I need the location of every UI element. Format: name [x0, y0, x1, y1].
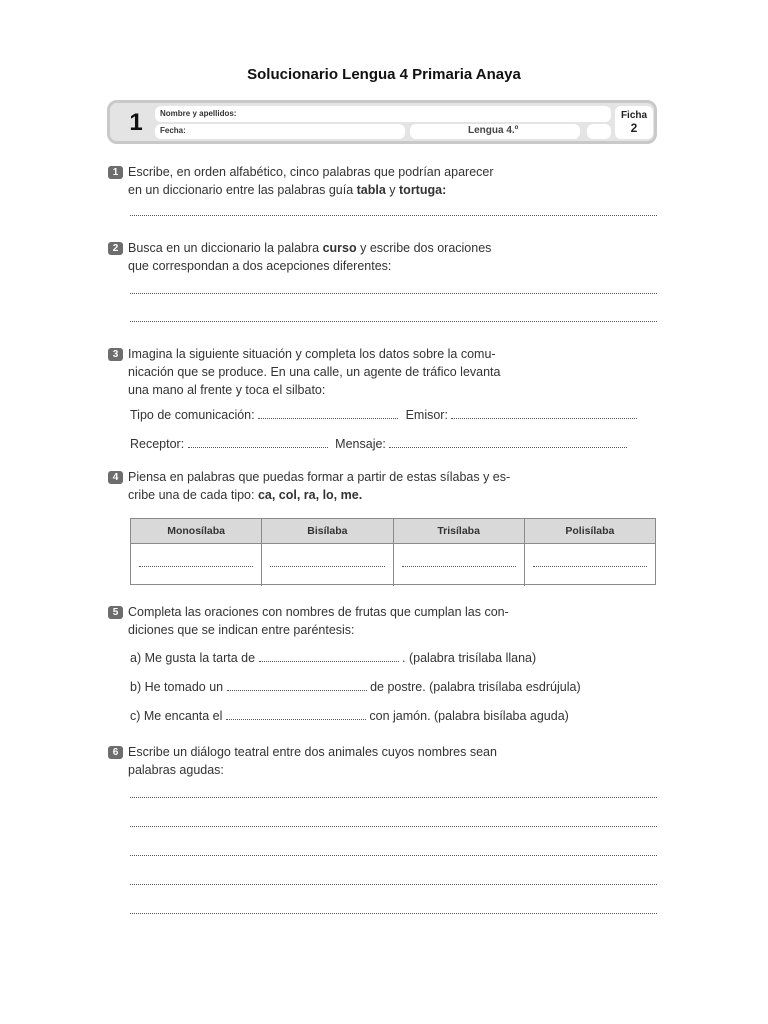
table-cell[interactable] — [262, 544, 393, 586]
ficha-box — [615, 106, 653, 139]
page-title: Solucionario Lengua 4 Primaria Anaya — [247, 66, 521, 83]
exercise-number: 1 — [108, 166, 123, 179]
table-header-trisilaba: Trisílaba — [394, 519, 525, 543]
date-field[interactable] — [155, 124, 405, 139]
table-header-polisilaba: Polisílaba — [565, 525, 615, 537]
answer-line — [533, 566, 647, 567]
answer-line[interactable] — [130, 884, 657, 885]
exercise-text: Busca en un diccionario la palabra — [128, 241, 323, 255]
keyword: tabla — [356, 183, 386, 197]
name-field[interactable] — [155, 106, 611, 122]
name-label: Nombre y apellidos: — [160, 109, 237, 118]
answer-line[interactable] — [130, 855, 657, 856]
sentence-c-end: con jamón. (palabra bisílaba aguda) — [369, 709, 569, 723]
exercise-4 — [108, 468, 558, 504]
sentence-a-start: a) Me gusta la tarta de — [130, 651, 256, 665]
answer-line — [270, 566, 384, 567]
header-blank-field — [587, 124, 611, 139]
syllables: ca, col, ra, lo, me. — [257, 488, 363, 502]
date-label: Fecha: — [160, 126, 186, 135]
sentence-b-start: b) He tomado un — [130, 680, 224, 694]
answer-line — [402, 566, 516, 567]
table-cell[interactable] — [131, 544, 262, 586]
receptor-mensaje-row — [130, 437, 627, 451]
exercise-2 — [108, 239, 558, 275]
answer-line[interactable] — [130, 913, 657, 914]
exercise-text: en un diccionario entre las palabras guía — [128, 183, 357, 197]
exercise-number: 6 — [108, 746, 123, 759]
tipo-label: Tipo de comunicación: — [130, 408, 255, 422]
exercise-text: que correspondan a dos acepciones diferentes: — [128, 259, 392, 273]
answer-line[interactable] — [130, 293, 657, 294]
sentence-b-end: de postre. (palabra trisílaba esdrújula) — [370, 680, 581, 694]
keyword: curso — [322, 241, 357, 255]
ficha-number: 2 — [630, 121, 638, 135]
table-cell[interactable] — [525, 544, 655, 586]
exercise-text: Piensa en palabras que puedas formar a partir de estas sílabas y es- — [128, 470, 511, 484]
exercise-text: y — [385, 183, 400, 197]
exercise-text: Completa las oraciones con nombres de frutas que cumplan las con- — [128, 605, 509, 619]
exercise-text: Escribe un diálogo teatral entre dos animales cuyos nombres sean — [128, 745, 497, 759]
exercise-text: Imagina la siguiente situación y completa los datos sobre la comu- — [128, 347, 496, 361]
exercise-text: palabras agudas: — [128, 763, 224, 777]
subject-label: Lengua 4.º — [468, 125, 519, 136]
exercise-text: Escribe, en orden alfabético, cinco palabras que podrían aparecer — [128, 165, 494, 179]
exercise-1 — [108, 163, 558, 199]
receptor-label: Receptor: — [130, 437, 185, 451]
exercise-text: cribe una de cada tipo: — [128, 488, 258, 502]
tipo-answer[interactable] — [258, 408, 398, 419]
sentence-a — [130, 651, 536, 665]
ficha-label: Ficha — [620, 110, 648, 121]
sentence-b-answer[interactable] — [227, 680, 367, 691]
exercise-5 — [108, 603, 558, 639]
exercise-text: y escribe dos oraciones — [356, 241, 492, 255]
table-row — [131, 544, 655, 586]
table-header-row — [131, 519, 655, 544]
answer-line — [139, 566, 253, 567]
emisor-answer[interactable] — [451, 408, 637, 419]
answer-line[interactable] — [130, 826, 657, 827]
keyword: tortuga: — [399, 183, 447, 197]
unit-number: 1 — [129, 109, 143, 136]
exercise-number: 2 — [108, 242, 123, 255]
exercise-number: 5 — [108, 606, 123, 619]
mensaje-answer[interactable] — [389, 437, 627, 448]
tipo-emisor-row — [130, 408, 637, 422]
exercise-text: nicación que se produce. En una calle, un agente de tráfico levanta — [128, 365, 501, 379]
mensaje-label: Mensaje: — [335, 437, 386, 451]
receptor-answer[interactable] — [188, 437, 328, 448]
table-header-monosilaba: Monosílaba — [131, 519, 262, 543]
sentence-a-end: . (palabra trisílaba llana) — [402, 651, 537, 665]
sentence-a-answer[interactable] — [259, 651, 399, 662]
table-cell[interactable] — [394, 544, 525, 586]
exercise-3 — [108, 345, 558, 399]
answer-line[interactable] — [130, 215, 657, 216]
exercise-6 — [108, 743, 558, 779]
worksheet-header — [107, 100, 657, 144]
exercise-number: 4 — [108, 471, 123, 484]
sentence-c — [130, 709, 569, 723]
exercise-text: una mano al frente y toca el silbato: — [128, 383, 326, 397]
sentence-b — [130, 680, 581, 694]
exercise-text: diciones que se indican entre paréntesis: — [128, 623, 355, 637]
sentence-c-answer[interactable] — [226, 709, 366, 720]
syllable-table — [130, 518, 656, 585]
table-header-bisilaba: Bisílaba — [262, 519, 393, 543]
exercise-number: 3 — [108, 348, 123, 361]
sentence-c-start: c) Me encanta el — [130, 709, 223, 723]
answer-line[interactable] — [130, 321, 657, 322]
subject-field — [410, 124, 580, 139]
answer-line[interactable] — [130, 797, 657, 798]
emisor-label: Emisor: — [405, 408, 448, 422]
